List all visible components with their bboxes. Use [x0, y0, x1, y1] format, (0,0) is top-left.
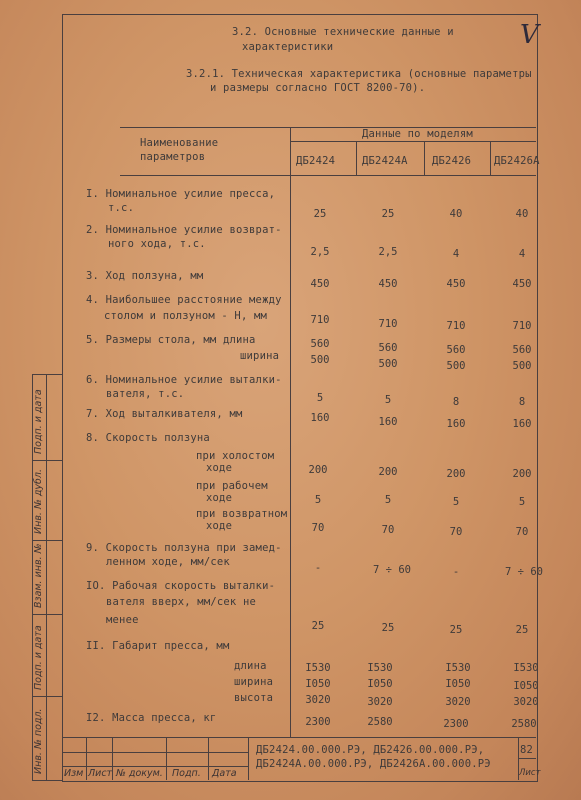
side-stamp-label: Подп. и дата [33, 389, 44, 454]
table-cell: I050 [445, 678, 471, 690]
table-cell: 40 [449, 208, 463, 220]
section-heading-line1: 3.2. Основные технические данные и [232, 26, 454, 38]
table-cell: 4 [518, 248, 526, 260]
header-bottom-border [120, 175, 536, 176]
table-cell: 710 [310, 314, 330, 326]
table-cell: 200 [512, 468, 532, 480]
table-cell: 3020 [367, 696, 393, 708]
table-cell: 200 [378, 466, 398, 478]
row-label-sub: при рабочем [196, 480, 268, 492]
table-cell: 450 [512, 278, 532, 290]
table-cell: 5 [384, 394, 392, 406]
table-cell: 3020 [445, 696, 471, 708]
model-header-3: ДБ2426 [432, 155, 472, 167]
table-cell: 70 [515, 526, 529, 538]
table-cell: I530 [305, 662, 331, 674]
table-cell: I050 [305, 678, 331, 690]
row-label-sub: высота [234, 692, 274, 704]
row-label: II. Габарит пресса, мм [86, 640, 230, 652]
tb-col-5 [248, 737, 249, 780]
title-block-top [62, 737, 536, 738]
row-label: I. Номинальное усилие пресса, [86, 188, 276, 200]
sheet-number: 82 [520, 744, 534, 756]
row-label-sub: длина [234, 660, 267, 672]
table-cell: 200 [446, 468, 466, 480]
row-label-cont: ходе [206, 462, 233, 474]
row-label: 2. Номинальное усилие возврат- [86, 224, 282, 236]
row-label-cont: столом и ползуном - Н, мм [104, 310, 268, 322]
corner-check-mark: V [520, 20, 539, 50]
table-cell: 160 [378, 416, 398, 428]
table-cell: 7 ÷ 60 [373, 564, 411, 576]
table-cell: 4 [452, 248, 460, 260]
table-cell: 450 [378, 278, 398, 290]
row-label-sub: ширина [234, 676, 274, 688]
table-cell: 500 [310, 354, 330, 366]
row-label-cont: менее [106, 614, 139, 626]
table-cell: 560 [446, 344, 466, 356]
table-cell: 8 [518, 396, 526, 408]
table-cell: 3020 [513, 696, 539, 708]
model-column-divider-2 [424, 141, 425, 175]
table-cell: 70 [311, 522, 325, 534]
row-label-sub: при холостом [196, 450, 275, 462]
row-label: I2. Масса пресса, кг [86, 712, 217, 724]
side-stamp-top [32, 374, 62, 375]
table-cell: 40 [515, 208, 529, 220]
model-header-4: ДБ2426А [494, 155, 540, 167]
table-cell: 160 [512, 418, 532, 430]
row-label-cont: ного хода, т.с. [108, 238, 206, 250]
table-cell: 710 [446, 320, 466, 332]
table-cell: 450 [310, 278, 330, 290]
table-cell: I530 [367, 662, 393, 674]
table-cell: 2580 [511, 718, 537, 730]
table-cell: 5 [452, 496, 460, 508]
side-stamp-label: Подп. и дата [33, 625, 44, 690]
row-label: 7. Ход выталкивателя, мм [86, 408, 243, 420]
table-cell: 2300 [305, 716, 331, 728]
row-label-cont: ходе [206, 492, 233, 504]
param-header-line2: параметров [140, 151, 206, 163]
table-cell: I050 [367, 678, 393, 690]
model-header-2: ДБ2424А [362, 155, 408, 167]
table-cell: 5 [316, 392, 324, 404]
table-cell: 5 [518, 496, 526, 508]
tb-label-sign: Подп. [172, 768, 201, 779]
tb-label-doc: № докум. [116, 768, 163, 779]
table-cell: I530 [445, 662, 471, 674]
row-label: 3. Ход ползуна, мм [86, 270, 204, 282]
tb-col-4 [208, 737, 209, 780]
section-heading-line2: характеристики [242, 41, 334, 53]
table-top-border [120, 127, 536, 128]
tb-label-date: Дата [212, 768, 237, 779]
table-cell: 560 [378, 342, 398, 354]
table-cell: 710 [378, 318, 398, 330]
document-codes-line2: ДБ2424А.00.000.РЭ, ДБ2426А.00.000.РЭ [256, 758, 491, 770]
subsection-heading-line2: и размеры согласно ГОСТ 8200-70). [210, 82, 426, 94]
sheet-label: Лист [519, 768, 541, 778]
table-cell: 200 [308, 464, 328, 476]
row-label-cont: ходе [206, 520, 233, 532]
table-cell: 160 [310, 412, 330, 424]
table-cell: 25 [313, 208, 327, 220]
models-header: Данные по моделям [362, 128, 473, 140]
table-cell: 7 ÷ 60 [505, 566, 543, 578]
table-cell: 25 [381, 622, 395, 634]
table-cell: I530 [513, 662, 539, 674]
table-cell: 25 [449, 624, 463, 636]
table-cell: 500 [446, 360, 466, 372]
row-label-cont: вателя, т.с. [106, 388, 185, 400]
table-cell: 25 [515, 624, 529, 636]
model-column-divider-3 [490, 141, 491, 175]
side-stamp-div-4 [32, 696, 62, 697]
side-stamp-label: Инв. № дубл. [33, 469, 44, 534]
table-cell: - [314, 562, 322, 574]
table-cell: 70 [381, 524, 395, 536]
table-cell: 2300 [443, 718, 469, 730]
table-cell: 2580 [367, 716, 393, 728]
side-stamp-label: Взам. инв. № [33, 543, 44, 608]
row-label: 6. Номинальное усилие выталки- [86, 374, 282, 386]
table-cell: 3020 [305, 694, 331, 706]
table-cell: 500 [378, 358, 398, 370]
models-header-divider [290, 141, 536, 142]
table-cell: 560 [310, 338, 330, 350]
tb-col-2 [112, 737, 113, 780]
side-stamp-bottom [32, 780, 62, 781]
param-header-line1: Наименование [140, 137, 219, 149]
table-cell: 5 [384, 494, 392, 506]
table-cell: 710 [512, 320, 532, 332]
table-cell: 160 [446, 418, 466, 430]
row-label: 8. Скорость ползуна [86, 432, 210, 444]
tb-col-3 [166, 737, 167, 780]
row-label-cont: ширина [240, 350, 280, 362]
tb-label-izm: Изм [64, 768, 84, 779]
tb-label-list: Лист [88, 768, 113, 779]
table-cell: 2,5 [378, 246, 398, 258]
row-label-cont: ленном ходе, мм/сек [106, 556, 230, 568]
document-codes-line1: ДБ2424.00.000.РЭ, ДБ2426.00.000.РЭ, [256, 744, 485, 756]
row-label-cont: вателя вверх, мм/сек не [106, 596, 256, 608]
title-block-mid [62, 752, 248, 753]
side-stamp-div-1 [32, 460, 62, 461]
side-stamp-label: Инв. № подл. [33, 708, 44, 774]
table-cell: 25 [311, 620, 325, 632]
model-column-divider-1 [356, 141, 357, 175]
side-stamp-div-2 [32, 540, 62, 541]
row-label: 9. Скорость ползуна при замед- [86, 542, 282, 554]
sheet-cell-divider [518, 758, 536, 759]
row-label: IO. Рабочая скорость выталки- [86, 580, 276, 592]
row-label: 5. Размеры стола, мм длина [86, 334, 256, 346]
table-cell: 500 [512, 360, 532, 372]
table-cell: - [452, 566, 460, 578]
side-stamp-mid [46, 374, 47, 780]
row-label-cont: т.с. [108, 202, 135, 214]
model-header-1: ДБ2424 [296, 155, 336, 167]
table-cell: 560 [512, 344, 532, 356]
table-cell: 8 [452, 396, 460, 408]
row-label-sub: при возвратном [196, 508, 288, 520]
table-cell: 2,5 [310, 246, 330, 258]
table-cell: 450 [446, 278, 466, 290]
table-cell: 25 [381, 208, 395, 220]
table-cell: I050 [513, 680, 539, 692]
subsection-heading-line1: 3.2.1. Техническая характеристика (основные параметры [186, 68, 532, 80]
side-stamp-div-3 [32, 614, 62, 615]
row-label: 4. Наибольшее расстояние между [86, 294, 282, 306]
table-cell: 5 [314, 494, 322, 506]
table-cell: 70 [449, 526, 463, 538]
